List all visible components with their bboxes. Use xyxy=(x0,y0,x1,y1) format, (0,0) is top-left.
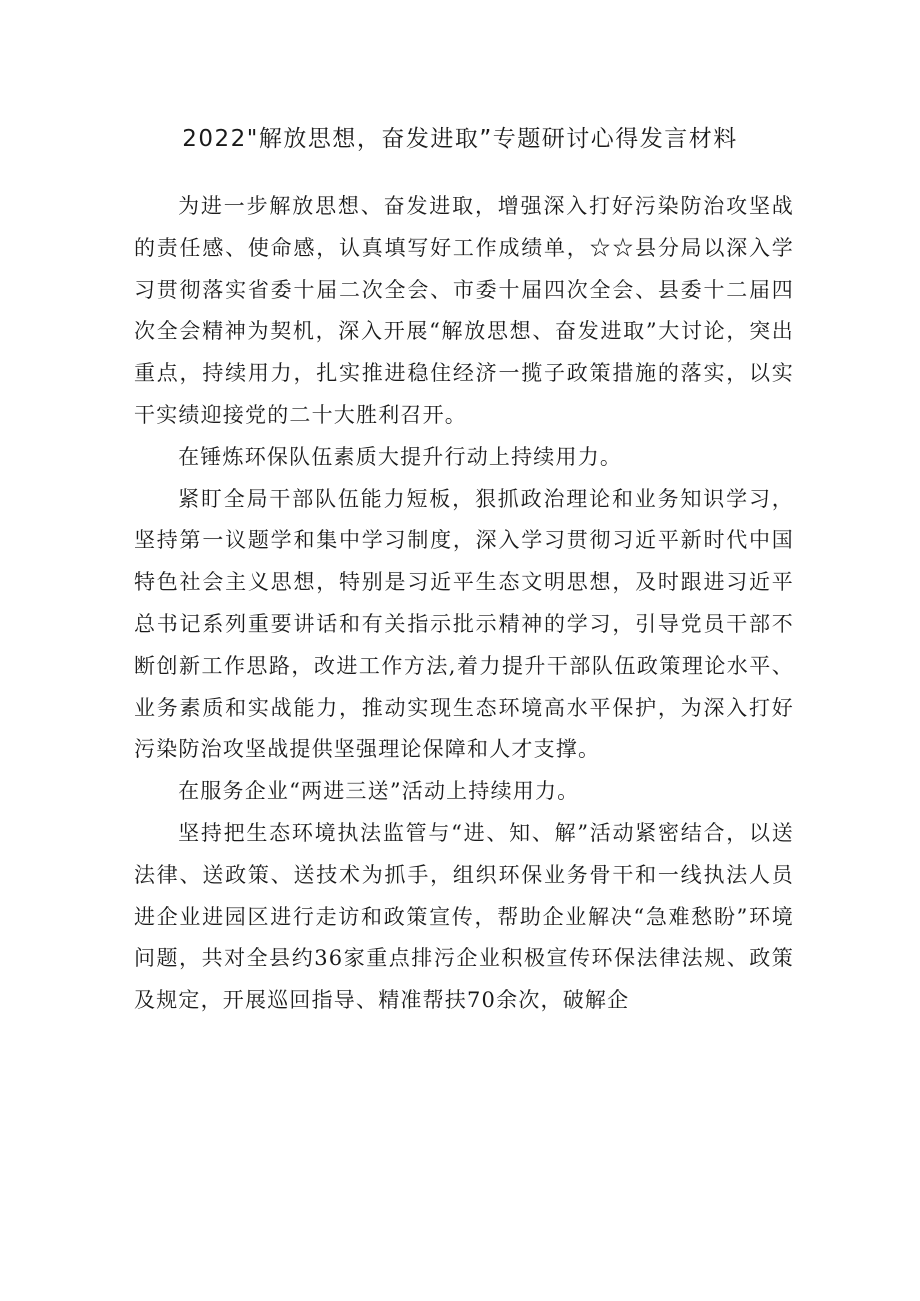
section-heading-team-quality: 在锤炼环保队伍素质大提升行动上持续用力。 xyxy=(178,444,623,469)
paragraph-intro: 为进一步解放思想、奋发进取，增强深入打好污染防治攻坚战的责任感、使命感，认真填写好工作成绩单，☆☆县分局以深入学习贯彻落实省委十届二次全会、市委十届四次全会、县委十二届四次全会精神为契机，深入开展“解放思想、奋发进取”大讨论，突出重点，持续用力，扎实推进稳住经济一揽子政策措施的落实，以实干实绩迎接党的二十大胜利召开。 xyxy=(134,194,794,427)
paragraph-team-quality: 紧盯全局干部队伍能力短板，狠抓政治理论和业务知识学习，坚持第一议题学和集中学习制度，深入学习贯彻习近平新时代中国特色社会主义思想，特别是习近平生态文明思想，及时跟进习近平总书记系列重要讲话和有关指示批示精神的学习，引导党员干部不断创新工作思路，改进工作方法,着力提升干部队伍政策理论水平、业务素质和实战能力，推动实现生态环境高水平保护，为深入打好污染防治攻坚战提供坚强理论保障和人才支撑。 xyxy=(134,486,794,762)
section-heading-enterprise-service: 在服务企业“两进三送”活动上持续用力。 xyxy=(178,779,580,804)
paragraph-enterprise-service: 坚持把生态环境执法监管与“进、知、解”活动紧密结合，以送法律、送政策、送技术为抓手，组织环保业务骨干和一线执法人员进企业进园区进行走访和政策宣传，帮助企业解决“急难愁盼”环境问题，共对全县约36家重点排污企业积极宣传环保法律法规、政策及规定，开展巡回指导、精准帮扶70余次，破解企 xyxy=(134,820,794,1013)
document-title: 2022"解放思想，奋发进取”专题研讨心得发言材料 xyxy=(182,126,738,152)
document-body xyxy=(134,186,794,1022)
